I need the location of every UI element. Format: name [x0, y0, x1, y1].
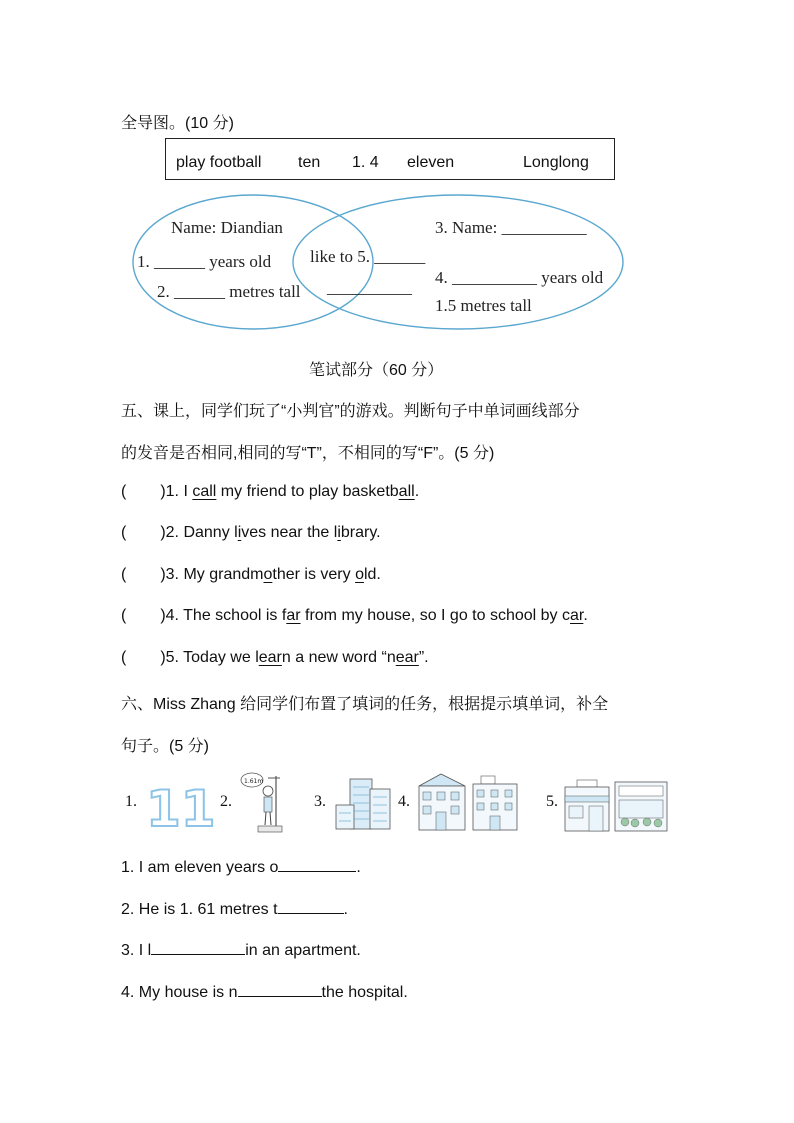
word-option: play football	[176, 154, 262, 171]
judge-item: ( )2. Danny lives near the library.	[121, 524, 381, 541]
right-line-2: 1.5 metres tall	[435, 296, 532, 315]
judge-item: ( )5. Today we learn a new word “near”.	[121, 649, 429, 666]
left-line-1: 1. ______ years old	[137, 252, 272, 271]
left-line-2: 2. ______ metres tall	[157, 282, 301, 301]
right-line-1: 4. __________ years old	[435, 268, 604, 287]
part5-title-line-2: 的发音是否相同,相同的写“T”，不相同的写“F”。(5 分)	[121, 445, 495, 462]
picture-number: 2.	[220, 793, 232, 810]
word-option: 1. 4	[352, 154, 379, 171]
shops-picture	[563, 776, 669, 834]
fill-sentence: 2. He is 1. 61 metres t .	[121, 901, 348, 918]
number-eleven-picture	[144, 780, 216, 838]
word-option: Longlong	[523, 154, 589, 171]
word-option: eleven	[407, 154, 455, 171]
fill-blank[interactable]	[151, 940, 245, 955]
word-option: ten	[298, 154, 321, 171]
svg-text:11: 11	[146, 780, 216, 838]
fill-sentence: 3. I l in an apartment.	[121, 942, 361, 959]
part5-title-line-1: 五、课上，同学们玩了“小判官”的游戏。判断句子中单词画线部分	[121, 403, 580, 420]
part6-title-line-1: 六、Miss Zhang 给同学们布置了填词的任务，根据提示填单词，补全	[121, 696, 609, 713]
picture-number: 3.	[314, 793, 326, 810]
judge-item: ( )4. The school is far from my house, so I go to school by car.	[121, 607, 588, 624]
apartment-building-picture	[332, 775, 394, 833]
right-name: 3. Name: __________	[435, 218, 587, 237]
fill-blank[interactable]	[278, 899, 344, 914]
fill-sentence: 4. My house is n the hospital.	[121, 984, 408, 1001]
venn-diagram	[115, 190, 635, 340]
word-box	[165, 138, 615, 180]
part6-title-line-2: 句子。(5 分)	[121, 738, 210, 755]
part4-heading: 全导图。(10 分)	[121, 115, 234, 132]
svg-text:1.61m: 1.61m	[244, 778, 264, 785]
height-measure-picture	[240, 770, 286, 838]
middle-line-2: __________	[327, 278, 412, 297]
house-and-hospital-picture	[415, 772, 521, 834]
picture-number: 4.	[398, 793, 410, 810]
left-name: Name: Diandian	[171, 218, 283, 237]
judge-item: ( )3. My grandmother is very old.	[121, 566, 381, 583]
picture-number: 5.	[546, 793, 558, 810]
middle-line-1: like to 5. ______	[310, 247, 426, 266]
judge-item: ( )1. I call my friend to play basketball.	[121, 483, 420, 500]
fill-blank[interactable]	[238, 982, 322, 997]
fill-sentence: 1. I am eleven years o .	[121, 859, 361, 876]
fill-blank[interactable]	[278, 857, 356, 872]
picture-number: 1.	[125, 793, 137, 810]
section-heading: 笔试部分（60 分）	[309, 362, 444, 379]
